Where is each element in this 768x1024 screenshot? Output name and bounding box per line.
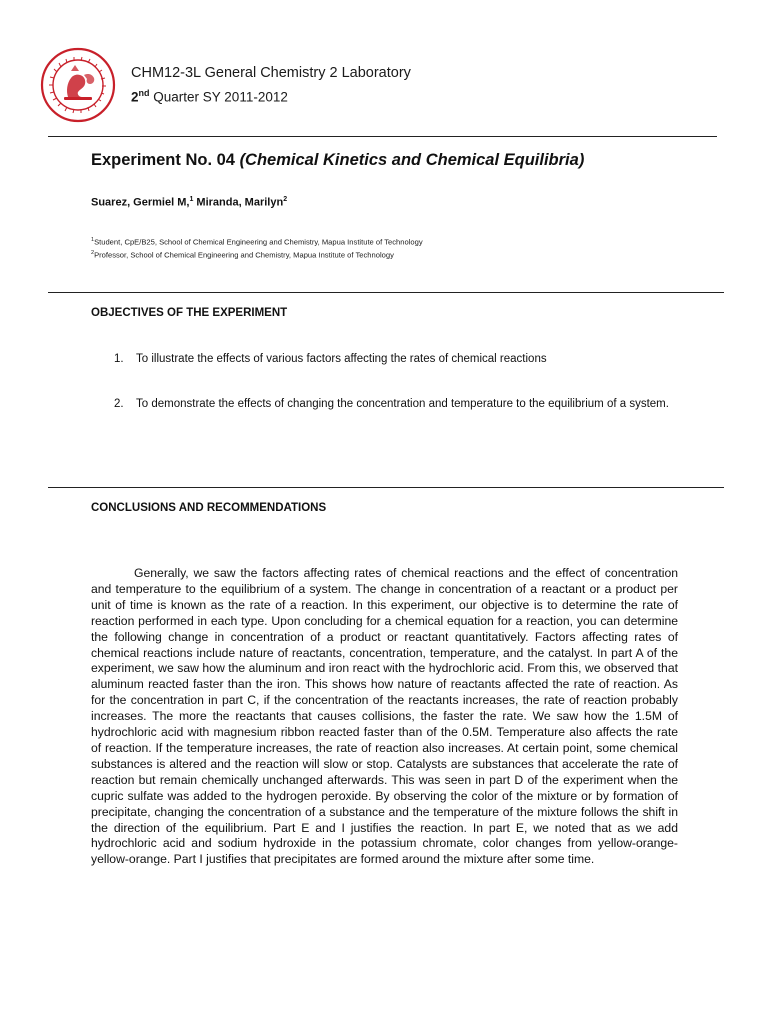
author-line: [91, 196, 287, 209]
section-divider-2: [48, 487, 724, 488]
conclusions-paragraph: Generally, we saw the factors affecting rates of chemical reactions and the effect of concentration and temperature to the equilibrium of a system. The change in concentration of a reactant or a product per unit of time is known as the rate of a reaction. In this experiment, our objective is to determine the rate of reaction performed in each type. Upon concluding for a chemical equation for a reaction, you can determine the following change in concentration of a product or reactant quantitatively. Factors affecting rates of chemical reactions include nature of reactants, concentration, temperature, and the catalyst. In part A of the experiment, we saw how the aluminum and iron react with the hydrochloric acid. From this, we observed that aluminum reacted faster than the iron. This shows how nature of reactants affected the rate of reaction. As for the concentration in part C, if the concentration of the reactants increases, the rate of reaction probably increases. The more the reactants that causes collisions, the faster the rate. We saw how the 1.5M of hydrochloric acid with magnesium ribbon reacted faster than of the 0.5M. Temperature also affects the rate of reaction. If the temperature increases, the rate of reaction also increases. At certain point, some chemical substances is altered and the reaction will slow or stop. Catalysts are substances that accelerate the rate of reaction but remain chemically unchanged afterwards. This was seen in part D of the experiment when the cupric sulfate was added to the hydrogen peroxide. By observing the color of the mixture or by formation of precipitate, changing the concentration of a substance and the temperature of the mixture follows the shift in the direction of the equilibrium. Part E and I justifies the reaction. In part E, we noted that as we add hydrochloric acid and sodium hydroxide in the potassium chromate, color changes from yellow-orange-yellow-orange. Part I justifies that precipitates are formed around the mixture after some time.: [91, 566, 678, 867]
objectives-heading: OBJECTIVES OF THE EXPERIMENT: [91, 307, 288, 319]
objective-2-text: To demonstrate the effects of changing the concentration and temperature to the equilibrium of a system.: [136, 398, 669, 410]
quarter-rest: Quarter SY 2011-2012: [149, 89, 288, 105]
quarter-number: 2: [131, 89, 139, 105]
author-1-sup: 1: [189, 196, 194, 203]
conclusions-heading: CONCLUSIONS AND RECOMMENDATIONS: [91, 502, 327, 514]
experiment-subtitle: (Chemical Kinetics and Chemical Equilibria): [239, 151, 585, 169]
quarter-suffix: nd: [138, 88, 150, 98]
experiment-title: [91, 151, 584, 170]
author-2: Miranda, Marilyn: [193, 196, 284, 209]
affiliation-1-sup: 1: [91, 237, 95, 243]
section-divider-1: [48, 292, 724, 293]
author-1: Suarez, Germiel M,: [91, 196, 190, 209]
author-2-sup: 2: [283, 196, 288, 203]
objective-2-number: 2.: [114, 398, 124, 410]
affiliation-1-text: Student, CpE/B25, School of Chemical Engineering and Chemistry, Mapua Institute of Technology: [94, 237, 423, 247]
institute-seal-icon: [40, 47, 116, 123]
affiliation-2: [91, 250, 394, 260]
objective-1-text: To illustrate the effects of various factors affecting the rates of chemical reactions: [136, 353, 547, 365]
objective-item-1: [114, 352, 694, 366]
experiment-label: Experiment No. 04: [91, 151, 240, 169]
affiliation-1: [91, 237, 423, 247]
objective-1-number: 1.: [114, 353, 124, 365]
affiliation-2-text: Professor, School of Chemical Engineering and Chemistry, Mapua Institute of Technology: [94, 250, 394, 260]
course-title: CHM12-3L General Chemistry 2 Laboratory: [131, 65, 411, 81]
quarter-line: [131, 88, 288, 105]
header-divider: [48, 136, 717, 137]
affiliation-2-sup: 2: [91, 250, 95, 256]
objective-item-2: [114, 397, 694, 411]
